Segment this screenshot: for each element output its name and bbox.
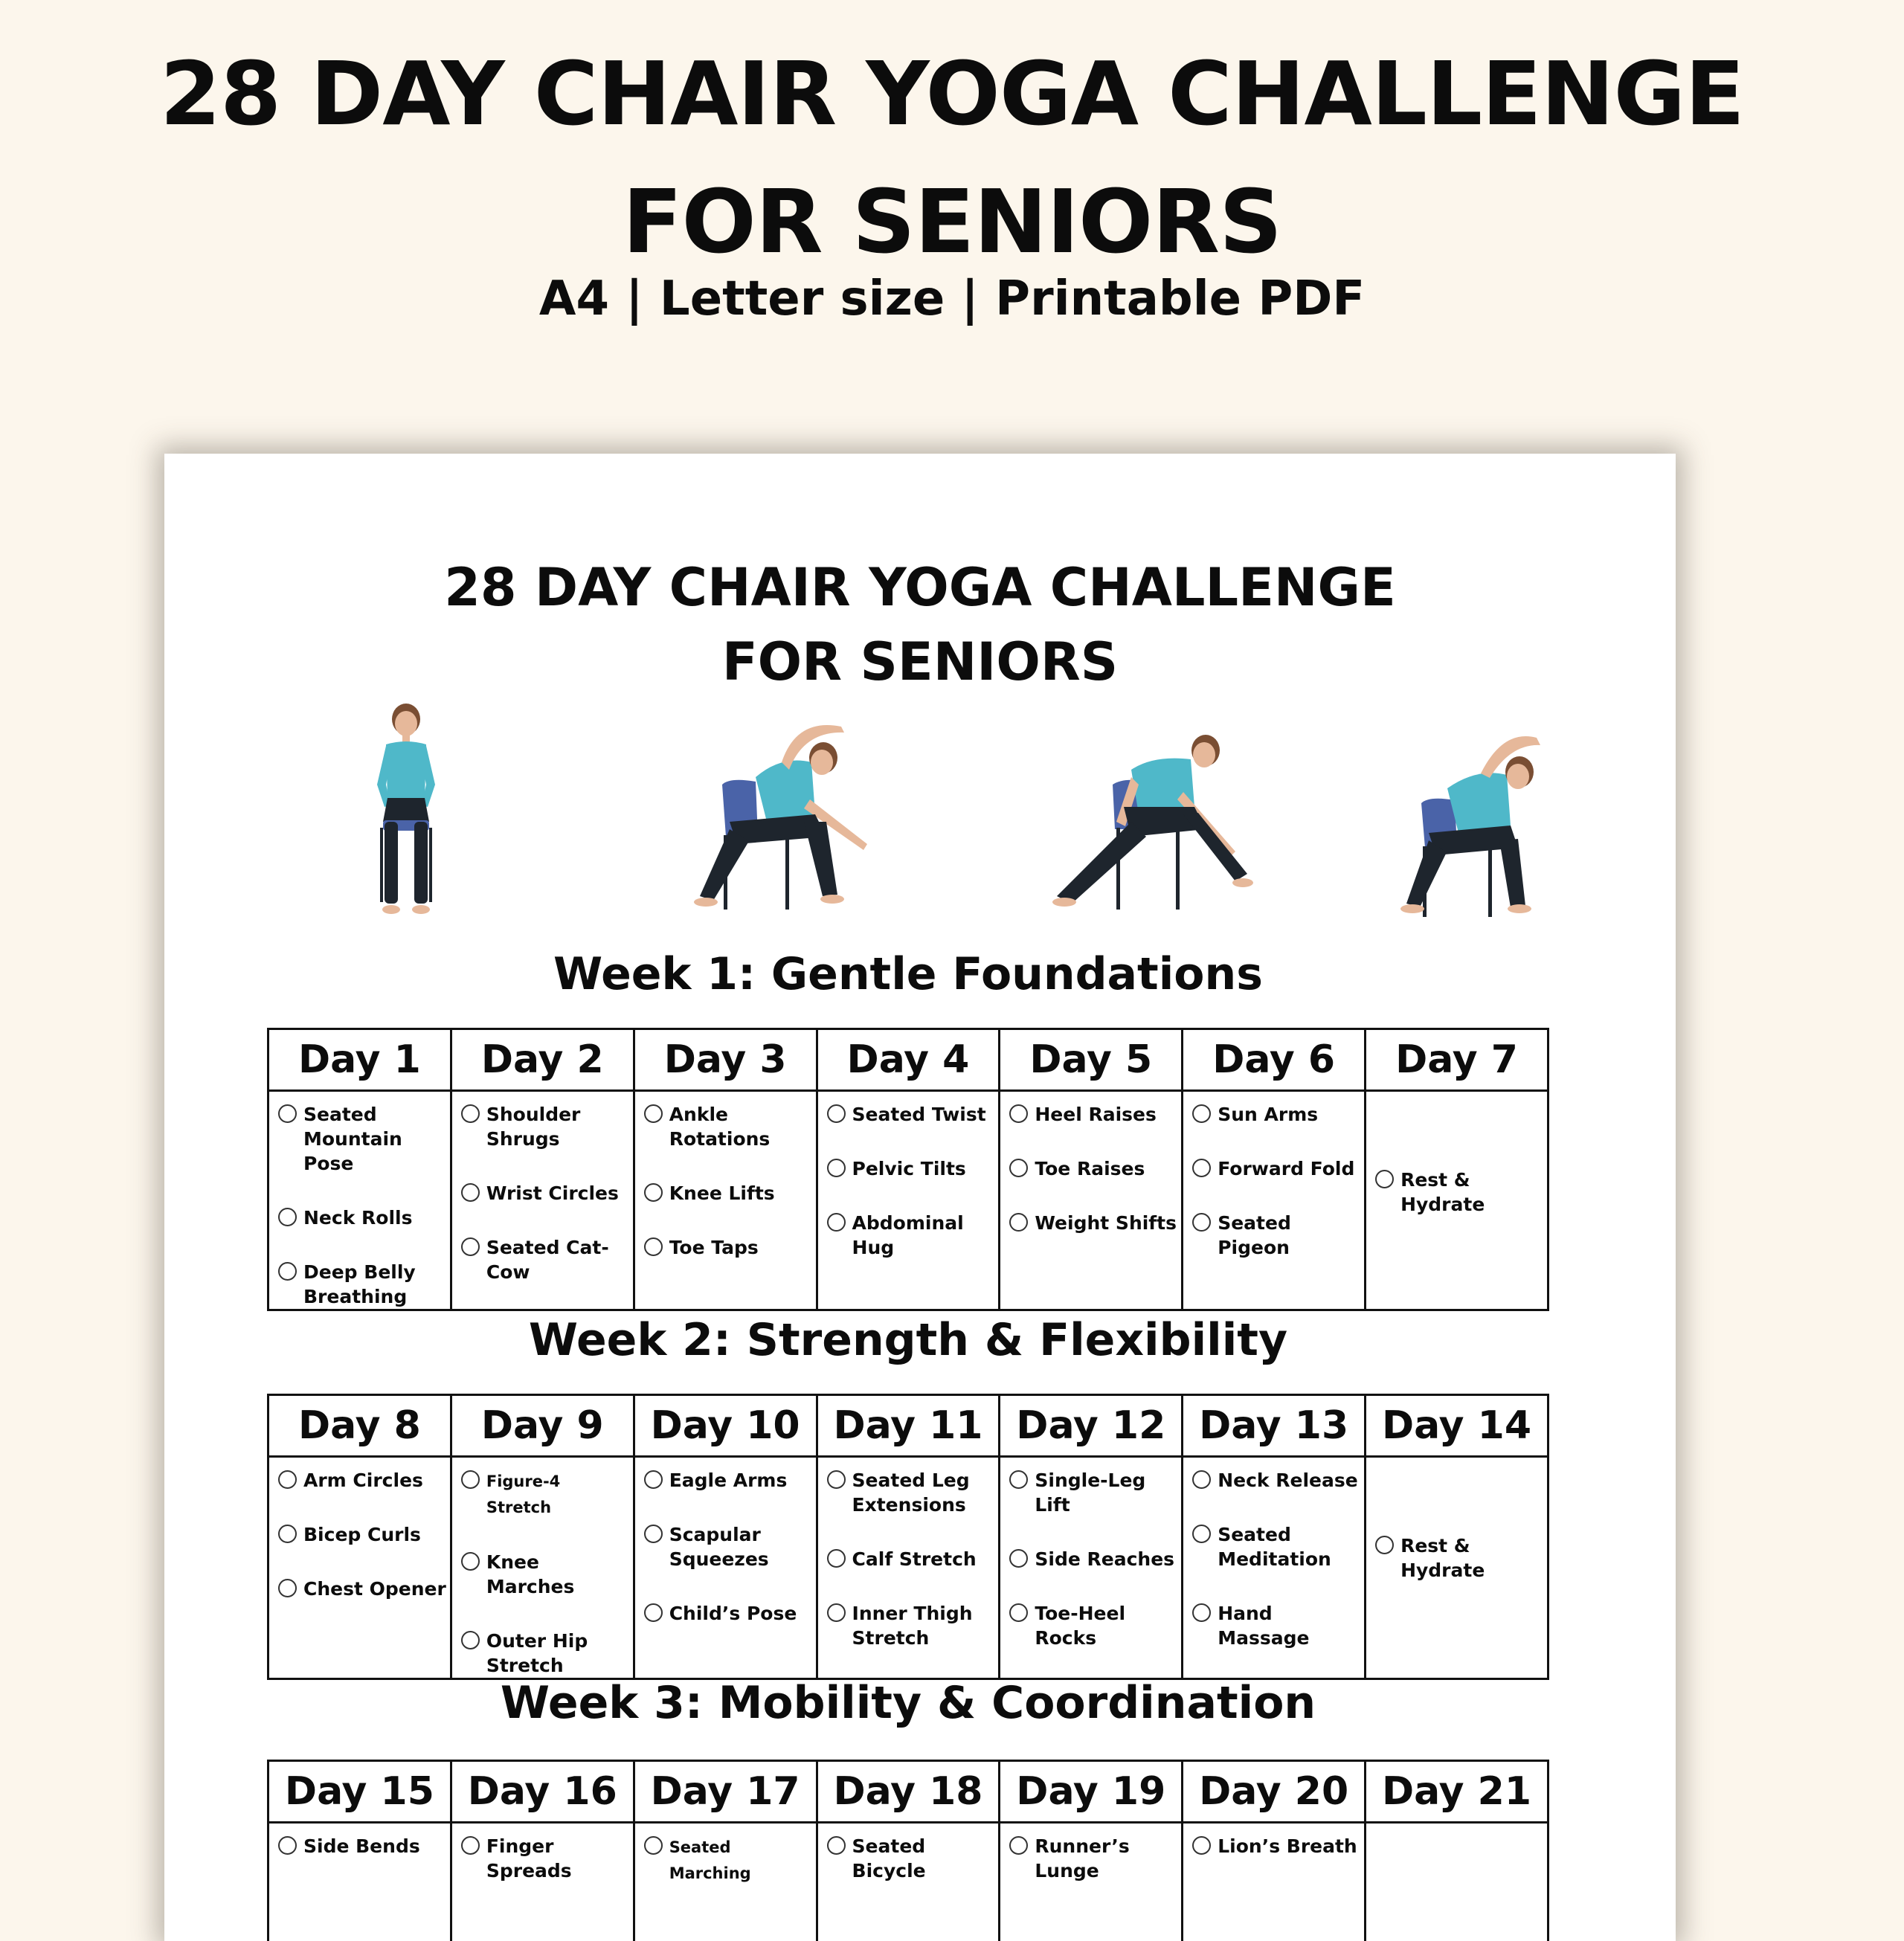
day-4-cell (817, 1091, 1000, 1310)
printable-sheet (164, 454, 1676, 1941)
checkbox-circle-icon[interactable] (1192, 1104, 1211, 1123)
activity-label: Seated Leg Extensions (852, 1470, 970, 1516)
checkbox-circle-icon[interactable] (1009, 1470, 1028, 1489)
activity-item (278, 1102, 447, 1176)
activity-item (1009, 1547, 1178, 1571)
sheet-title-line-1: 28 DAY CHAIR YOGA CHALLENGE (164, 550, 1676, 625)
activity-label: Rest & Hydrate (1400, 1535, 1485, 1581)
checkbox-circle-icon[interactable] (644, 1603, 663, 1622)
day-19-cell (1000, 1823, 1183, 1941)
activity-item (1009, 1211, 1178, 1235)
activity-label: Finger Spreads (486, 1835, 572, 1882)
day-12-cell (1000, 1457, 1183, 1679)
activity-label: Scapular Squeezes (669, 1524, 769, 1570)
activity-item (644, 1102, 813, 1151)
activity-label: Neck Release (1218, 1470, 1357, 1491)
checkbox-circle-icon[interactable] (1009, 1836, 1028, 1855)
activity-item (644, 1181, 813, 1206)
activity-label: Rest & Hydrate (1400, 1169, 1485, 1215)
activity-label: Wrist Circles (486, 1182, 619, 1204)
week-3-title: Week 3: Mobility & Coordination (164, 1673, 1652, 1733)
activity-label: Bicep Curls (303, 1524, 421, 1545)
checkbox-circle-icon[interactable] (1009, 1603, 1028, 1622)
wide-leg-side-stretch-figure (1042, 718, 1265, 918)
activity-item (827, 1156, 996, 1181)
activity-label: Seated Twist (852, 1104, 986, 1125)
week-2-title: Week 2: Strength & Flexibility (164, 1310, 1652, 1370)
checkbox-circle-icon[interactable] (1192, 1603, 1211, 1622)
activity-item (461, 1181, 630, 1206)
day-2-header: Day 2 (451, 1029, 634, 1091)
activity-label: Pelvic Tilts (852, 1158, 966, 1179)
activity-label: Child’s Pose (669, 1603, 797, 1624)
activity-item (1192, 1156, 1361, 1181)
activity-label: Ankle Rotations (669, 1104, 771, 1150)
activity-item (644, 1235, 813, 1260)
activity-item (1192, 1102, 1361, 1127)
day-19-header: Day 19 (1000, 1761, 1183, 1823)
activity-label: Side Bends (303, 1835, 420, 1857)
week-3-header-row (268, 1761, 1548, 1823)
activity-item (1375, 1168, 1544, 1217)
week-1-header-row (268, 1029, 1548, 1091)
activity-item (461, 1102, 630, 1151)
day-21-cell (1366, 1823, 1548, 1941)
day-17-cell (634, 1823, 817, 1941)
day-6-header: Day 6 (1183, 1029, 1366, 1091)
hero-title (0, 30, 1904, 286)
day-10-header: Day 10 (634, 1395, 817, 1457)
activity-item (827, 1468, 996, 1517)
activity-item (644, 1522, 813, 1571)
checkbox-circle-icon[interactable] (644, 1470, 663, 1489)
activity-item (827, 1547, 996, 1571)
day-15-header: Day 15 (268, 1761, 451, 1823)
day-1-header: Day 1 (268, 1029, 451, 1091)
checkbox-circle-icon[interactable] (827, 1836, 846, 1855)
activity-item (1192, 1834, 1361, 1858)
checkbox-circle-icon[interactable] (1375, 1536, 1394, 1554)
day-4-header: Day 4 (817, 1029, 1000, 1091)
sheet-title-line-2: FOR SENIORS (164, 625, 1676, 699)
activity-item (461, 1629, 630, 1678)
activity-label: Seated Marching (669, 1838, 751, 1882)
activity-item (1192, 1601, 1361, 1650)
checkbox-circle-icon[interactable] (461, 1237, 480, 1256)
activity-item (1009, 1468, 1178, 1517)
activity-label: Seated Pigeon (1218, 1212, 1291, 1258)
day-21-header: Day 21 (1366, 1761, 1548, 1823)
day-16-header: Day 16 (451, 1761, 634, 1823)
checkbox-circle-icon[interactable] (644, 1836, 663, 1855)
week-1-title: Week 1: Gentle Foundations (164, 944, 1652, 1004)
checkbox-circle-icon[interactable] (827, 1159, 846, 1177)
checkbox-circle-icon[interactable] (461, 1836, 480, 1855)
checkbox-circle-icon[interactable] (278, 1525, 297, 1543)
activity-label: Calf Stretch (852, 1548, 977, 1570)
week-2-activities-row (268, 1457, 1548, 1679)
day-7-cell (1366, 1091, 1548, 1310)
checkbox-circle-icon[interactable] (278, 1208, 297, 1226)
activity-label: Outer Hip Stretch (486, 1630, 588, 1676)
checkbox-circle-icon[interactable] (461, 1631, 480, 1649)
day-1-cell (268, 1091, 451, 1310)
hero-subtitle: A4 | Letter size | Printable PDF (0, 269, 1904, 329)
day-5-cell (1000, 1091, 1183, 1310)
day-13-cell (1183, 1457, 1366, 1679)
checkbox-circle-icon[interactable] (1192, 1213, 1211, 1232)
checkbox-circle-icon[interactable] (644, 1183, 663, 1202)
activity-label: Seated Meditation (1218, 1524, 1331, 1570)
activity-label: Seated Mountain Pose (303, 1104, 402, 1174)
week-1-table (267, 1028, 1549, 1311)
checkbox-circle-icon[interactable] (827, 1470, 846, 1489)
activity-item (644, 1601, 813, 1626)
activity-item (461, 1834, 630, 1883)
sheet-title (164, 550, 1676, 699)
activity-label: Seated Bicycle (852, 1835, 926, 1882)
checkbox-circle-icon[interactable] (461, 1552, 480, 1571)
activity-label: Toe-Heel Rocks (1035, 1603, 1125, 1649)
activity-item (1009, 1156, 1178, 1181)
activity-item (278, 1206, 447, 1230)
checkbox-circle-icon[interactable] (644, 1237, 663, 1256)
activity-label: Lion’s Breath (1218, 1835, 1357, 1857)
checkbox-circle-icon[interactable] (644, 1104, 663, 1123)
activity-item (461, 1235, 630, 1284)
activity-label: Hand Massage (1218, 1603, 1309, 1649)
day-18-header: Day 18 (817, 1761, 1000, 1823)
activity-label: Deep Belly Breathing (303, 1261, 416, 1307)
activity-label: Abdominal Hug (852, 1212, 964, 1258)
activity-item (278, 1522, 447, 1547)
seated-mountain-pose-figure (350, 703, 462, 926)
day-9-cell (451, 1457, 634, 1679)
day-9-header: Day 9 (451, 1395, 634, 1457)
day-17-header: Day 17 (634, 1761, 817, 1823)
checkbox-circle-icon[interactable] (827, 1603, 846, 1622)
activity-label: Eagle Arms (669, 1470, 788, 1491)
activity-label: Weight Shifts (1035, 1212, 1177, 1234)
checkbox-circle-icon[interactable] (461, 1470, 480, 1489)
day-8-header: Day 8 (268, 1395, 451, 1457)
activity-item (278, 1260, 447, 1309)
checkbox-circle-icon[interactable] (644, 1525, 663, 1543)
day-11-header: Day 11 (817, 1395, 1000, 1457)
activity-label: Toe Taps (669, 1237, 759, 1258)
checkbox-circle-icon[interactable] (278, 1262, 297, 1281)
checkbox-circle-icon[interactable] (1375, 1170, 1394, 1188)
day-11-cell (817, 1457, 1000, 1679)
checkbox-circle-icon[interactable] (827, 1549, 846, 1568)
activity-label: Side Reaches (1035, 1548, 1174, 1570)
activity-label: Knee Lifts (669, 1182, 775, 1204)
activity-item (1009, 1601, 1178, 1650)
checkbox-circle-icon[interactable] (1192, 1470, 1211, 1489)
checkbox-circle-icon[interactable] (278, 1104, 297, 1123)
checkbox-circle-icon[interactable] (278, 1579, 297, 1597)
week-3-table (267, 1760, 1549, 1941)
day-7-header: Day 7 (1366, 1029, 1548, 1091)
week-1-activities-row (268, 1091, 1548, 1310)
day-10-cell (634, 1457, 817, 1679)
activity-item (827, 1211, 996, 1260)
activity-item (278, 1834, 447, 1858)
activity-item (644, 1468, 813, 1493)
checkbox-circle-icon[interactable] (827, 1213, 846, 1232)
day-13-header: Day 13 (1183, 1395, 1366, 1457)
activity-label: Shoulder Shrugs (486, 1104, 581, 1150)
activity-label: Toe Raises (1035, 1158, 1145, 1179)
activity-item (827, 1102, 996, 1127)
activity-label: Forward Fold (1218, 1158, 1354, 1179)
activity-label: Inner Thigh Stretch (852, 1603, 973, 1649)
day-20-header: Day 20 (1183, 1761, 1366, 1823)
day-14-cell (1366, 1457, 1548, 1679)
activity-item (278, 1468, 447, 1493)
day-16-cell (451, 1823, 634, 1941)
day-14-header: Day 14 (1366, 1395, 1548, 1457)
hero-title-line-1: 28 DAY CHAIR YOGA CHALLENGE (0, 30, 1904, 158)
activity-item (644, 1834, 813, 1886)
week-3-activities-row (268, 1823, 1548, 1941)
activity-item (1192, 1522, 1361, 1571)
activity-label: Runner’s Lunge (1035, 1835, 1129, 1882)
checkbox-circle-icon[interactable] (827, 1104, 846, 1123)
day-8-cell (268, 1457, 451, 1679)
checkbox-circle-icon[interactable] (1009, 1213, 1028, 1232)
day-3-header: Day 3 (634, 1029, 817, 1091)
checkbox-circle-icon[interactable] (1009, 1549, 1028, 1568)
checkbox-circle-icon[interactable] (1192, 1159, 1211, 1177)
activity-item (1192, 1211, 1361, 1260)
activity-item (1192, 1468, 1361, 1493)
activity-item (827, 1601, 996, 1650)
day-5-header: Day 5 (1000, 1029, 1183, 1091)
checkbox-circle-icon[interactable] (1009, 1104, 1028, 1123)
activity-label: Chest Opener (303, 1578, 446, 1600)
checkbox-circle-icon[interactable] (1192, 1836, 1211, 1855)
activity-label: Sun Arms (1218, 1104, 1318, 1125)
checkbox-circle-icon[interactable] (1192, 1525, 1211, 1543)
activity-label: Figure-4 Stretch (486, 1472, 560, 1516)
day-2-cell (451, 1091, 634, 1310)
activity-item (461, 1468, 630, 1520)
activity-label: Heel Raises (1035, 1104, 1157, 1125)
activity-label: Single-Leg Lift (1035, 1470, 1145, 1516)
day-6-cell (1183, 1091, 1366, 1310)
hero-title-line-2: FOR SENIORS (0, 158, 1904, 286)
checkbox-circle-icon[interactable] (1009, 1159, 1028, 1177)
day-3-cell (634, 1091, 817, 1310)
checkbox-circle-icon[interactable] (278, 1470, 297, 1489)
week-2-table (267, 1394, 1549, 1680)
checkbox-circle-icon[interactable] (461, 1104, 480, 1123)
checkbox-circle-icon[interactable] (278, 1836, 297, 1855)
activity-item (827, 1834, 996, 1883)
activity-label: Arm Circles (303, 1470, 423, 1491)
activity-item (1009, 1102, 1178, 1127)
day-12-header: Day 12 (1000, 1395, 1183, 1457)
activity-item (1375, 1533, 1544, 1583)
activity-label: Knee Marches (486, 1551, 575, 1597)
day-18-cell (817, 1823, 1000, 1941)
side-stretch-figure (685, 710, 893, 918)
day-20-cell (1183, 1823, 1366, 1941)
overhead-side-bend-figure (1384, 729, 1570, 922)
activity-item (1009, 1834, 1178, 1883)
checkbox-circle-icon[interactable] (461, 1183, 480, 1202)
day-15-cell (268, 1823, 451, 1941)
activity-label: Neck Rolls (303, 1207, 412, 1229)
activity-item (278, 1577, 447, 1601)
week-2-header-row (268, 1395, 1548, 1457)
activity-item (461, 1550, 630, 1599)
activity-label: Seated Cat-Cow (486, 1237, 609, 1283)
